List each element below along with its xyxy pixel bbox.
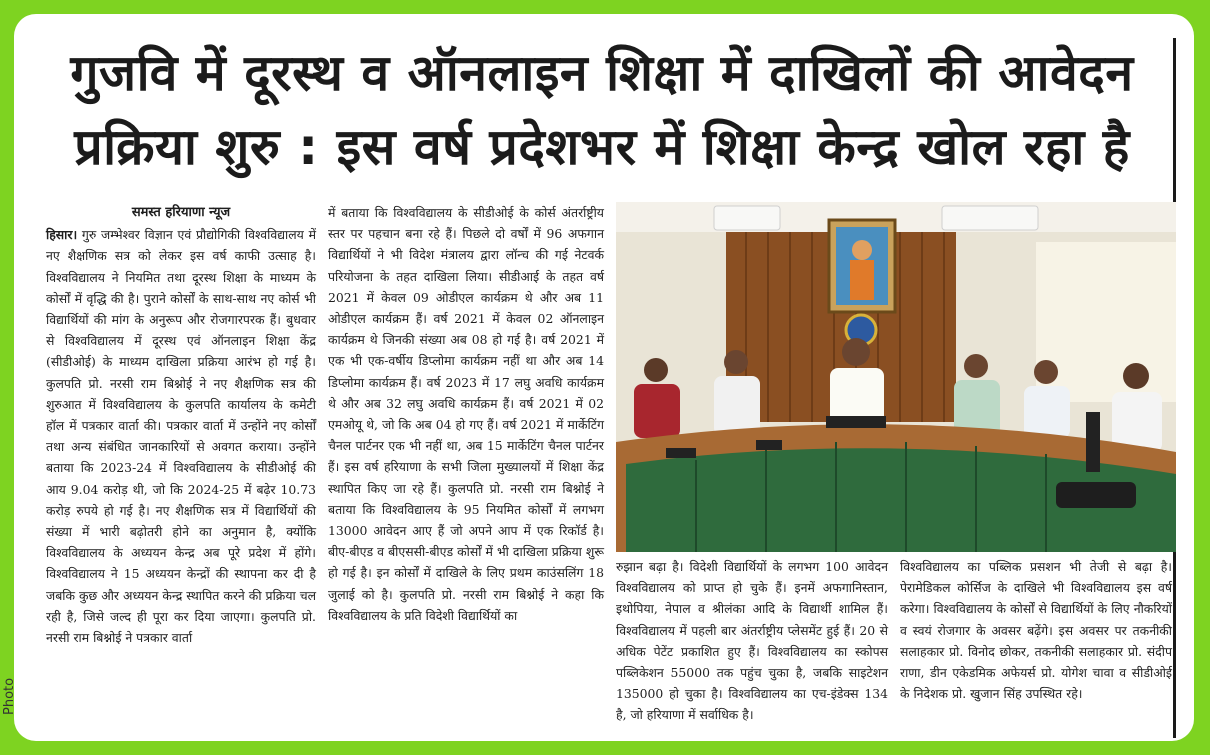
press-conference-image xyxy=(616,202,1176,552)
article-column-2 xyxy=(328,202,604,626)
headline xyxy=(32,36,1172,184)
dateline: हिसार। xyxy=(46,227,78,243)
headline-line-1: गुजवि में दूरस्थ व ऑनलाइन शिक्षा में दाखिलों की आवेदन xyxy=(70,44,1134,102)
byline: समस्त हरियाणा न्यूज xyxy=(131,205,231,220)
column-3-text: रुझान बढ़ा है। विदेशी विद्यार्थियों के लगभग 100 आवेदन विश्वविद्यालय को प्राप्त हो चुके हैं। इनमें अफगानिस्तान, इथोपिया, नेपाल व श्रीलंका आदि के विद्यार्थी शामिल हैं। विश्वविद्यालय में पहली बार अंतर्राष्ट्रीय प्लेसमेंट हुई हैं। 20 से अधिक पेटेंट प्रकाशित हुए हैं। विश्वविद्यालय का स्कोपस पब्लिकेशन 55000 तक पहुंच चुका है, जबकि साइटेशन 135000 हो चुका है। विश्वविद्यालय का एच-इंडेक्स 134 है, जो हरियाणा में सर्वाधिक है। xyxy=(616,559,888,723)
column-2-text: में बताया कि विश्वविद्यालय के सीडीओई के कोर्स अंतर्राष्ट्रीय स्तर पर पहचान बना रहे हैं। पिछले दो वर्षों में 96 अफगान विद्यार्थियों ने भी विदेश मंत्रालय द्वारा लॉन्च की गई नेटवर्क परियोजना के तहत दाखिला लिया। सीडीआई के तहत वर्ष 2021 में केवल 09 ओडीएल कार्यक्रम थे और अब 11 ओडीएल कार्यक्रम हैं। वर्ष 2021 में केवल 02 ऑनलाइन कार्यक्रम थे जिनकी संख्या अब 08 हो गई है। वर्ष 2021 में एक भी एक-वर्षीय डिप्लोमा कार्यक्रम नहीं था और अब 14 डिप्लोमा कार्यक्रम हैं। वर्ष 2023 में 17 लघु अवधि कार्यक्रम थे और अब 32 लघु अवधि कार्यक्रम हैं। वर्ष 2021 में 02 एमओयू थे, जो कि अब 04 हो गए हैं। वर्ष 2021 में मार्केटिंग चैनल पार्टनर एक भी नहीं था, अब 15 मार्केटिंग चैनल पार्टनर हैं। इस वर्ष हरियाणा के सभी जिला मुख्यालयों में शिक्षा केंद्र स्थापित किए जा रहे हैं। कुलपति प्रो. नरसी राम बिश्नोई ने बताया कि विश्वविद्यालय के 95 नियमित कोर्सों में लगभग 13000 आवेदन आए हैं जो अपने आप में एक रिकॉर्ड है। बीए-बीएड व बीएससी-बीएड कोर्सों में भी दाखिला प्रक्रिया शुरू हो गई है। इन कोर्सों में दाखिले के लिए प्रथम काउंसलिंग 18 जुलाई को है। कुलपति प्रो. नरसी राम बिश्नोई ने कहा कि विश्वविद्यालय के प्रति विदेशी विद्यार्थियों का xyxy=(328,205,604,623)
article-column-1 xyxy=(46,202,316,648)
article-column-3 xyxy=(616,556,888,726)
headline-line-2: प्रक्रिया शुरु : इस वर्ष प्रदेशभर में शिक्षा केन्द्र खोल रहा है xyxy=(74,118,1130,176)
photo-credit: Photo xyxy=(2,677,17,715)
column-1-text: गुरु जम्भेश्वर विज्ञान एवं प्रौद्योगिकी विश्वविद्यालय में नए शैक्षणिक सत्र को लेकर इस वर्ष काफी उत्साह है। विश्वविद्यालय ने नियमित तथा दूरस्थ शिक्षा के माध्यम के कोर्सों में वृद्धि की है। पुराने कोर्सों के साथ-साथ नए कोर्स भी विद्यार्थियों की मांग के अनुरूप और रोजगारपरक हैं। बुधवार से विश्वविद्यालय में दूरस्थ एवं ऑनलाइन शिक्षा केंद्र (सीडीओई) के माध्यम दाखिला प्रक्रिया आरंभ हो गई है। कुलपति प्रो. नरसी राम बिश्नोई ने नए शैक्षणिक सत्र की शुरुआत में विश्वविद्यालय के कुलपति कार्यालय के कमेटी हॉल में पत्रकार वार्ता की। पत्रकार वार्ता में उन्होंने नए कोर्सों तथा अन्य संबंधित जानकारियों से अवगत कराया। उन्होंने बताया कि 2023-24 में विश्वविद्यालय के सीडीओई की आय 9.04 करोड़ थी, जो कि 2024-25 में बढ़ेर 10.73 करोड़ रुपये हो गई है। नए शैक्षणिक सत्र में विद्यार्थियों की संख्या में भारी बढ़ोतरी होने का अनुमान है, क्योंकि विश्वविद्यालय के अध्ययन केन्द्र अब पूरे प्रदेश में होंगे। विश्वविद्यालय ने 15 अध्ययन केन्द्रों की स्थापना कर दी है जबकि कुछ और अध्ययन केन्द्र स्थापित करने की प्रक्रिया चल रही है, जिसे जल्द ही पूरा कर दिया जाएगा। कुलपति प्रो. नरसी राम बिश्नोई ने पत्रकार वार्ता xyxy=(46,227,316,646)
column-4-text: विश्वविद्यालय का पब्लिक प्रसशन भी तेजी से बढ़ा है। पेरामेडिकल कोर्सिज के दाखिले भी विश्वविद्यालय इस वर्ष करेगा। विश्वविद्यालय के कोर्सों से विद्यार्थियों के लिए नौकरियों व स्वयं रोजगार के अवसर बढ़ेंगे। इस अवसर पर तकनीकी सलाहकार प्रो. विनोद छोकर, तकनीकी सलाहकार प्रो. संदीप राणा, डीन एकेडमिक अफेयर्स प्रो. योगेश चावा व सीडीओई के निदेशक प्रो. खुजान सिंह उपस्थित रहे। xyxy=(900,559,1172,702)
newspaper-clipping xyxy=(14,14,1194,741)
article-column-4 xyxy=(900,556,1172,704)
press-conference-photo xyxy=(616,202,1176,552)
